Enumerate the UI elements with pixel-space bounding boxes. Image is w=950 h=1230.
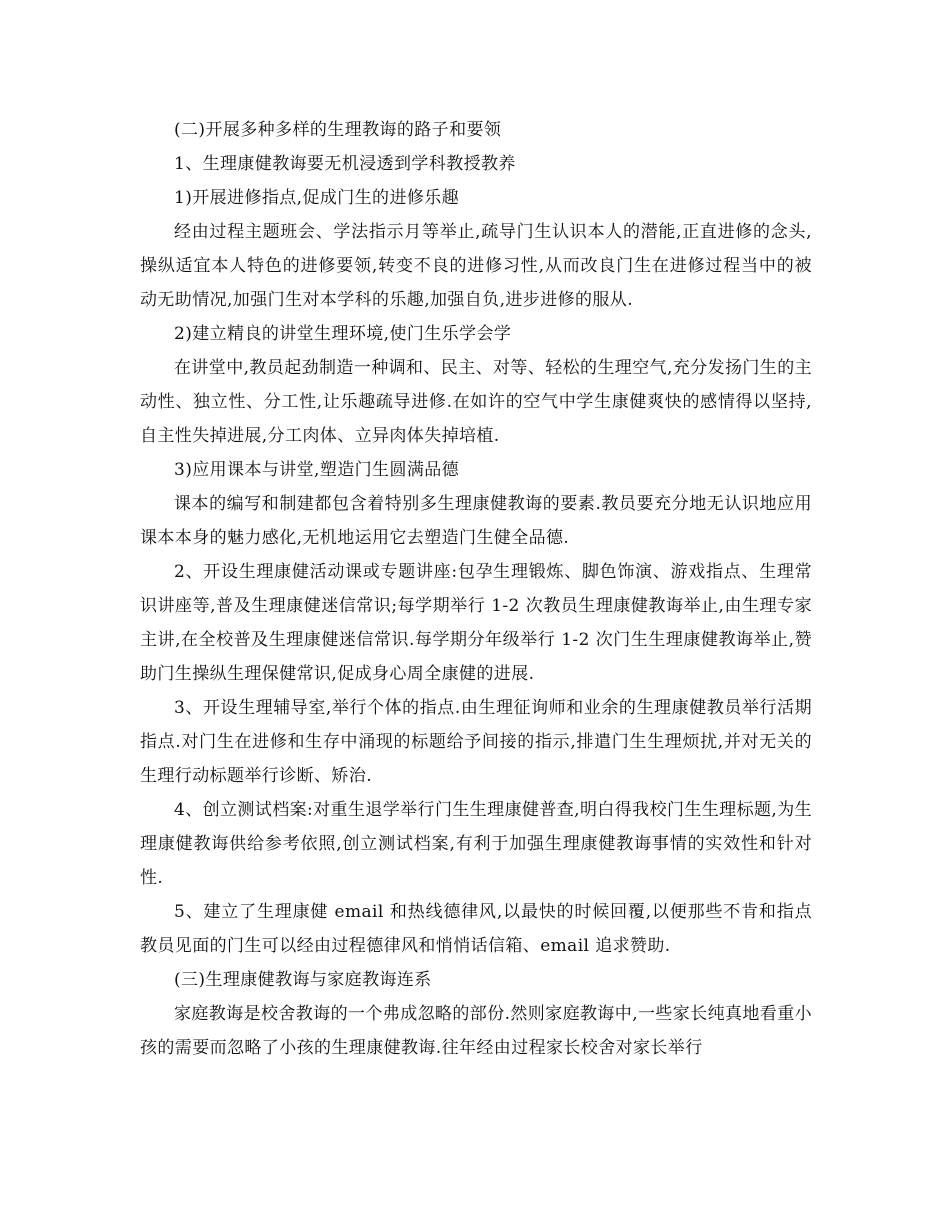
paragraph-item-4: 4、创立测试档案:对重生退学举行门生生理康健普查,明白得我校门生生理标题,为生理康健教诲供给参考依照,创立测试档案,有利于加强生理康健教诲事情的实效性和针对性. [140,800,812,888]
paragraph-study-guidance: 经由过程主题班会、学法指示月等举止,疏导门生认识本人的潜能,正直进修的念头,操纵适宜本人特色的进修要领,转变不良的进修习性,从而改良门生在进修过程当中的被动无助情况,加强门生对本学科的乐趣,加强自负,进步进修的服从. [140,222,812,310]
paragraph-item-3: 3、开设生理辅导室,举行个体的指点.由生理征询师和业余的生理康健教员举行活期指点.对门生在进修和生存中涌现的标题给予间接的指示,排遣门生生理烦扰,并对无关的生理行动标题举行诊断、矫治. [140,698,812,786]
subitem-heading-3: 3)应用课本与讲堂,塑造门生圆满品德 [174,460,460,480]
paragraph-item-2: 2、开设生理康健活动课或专题讲座:包孕生理锻炼、脚色饰演、游戏指点、生理常识讲座等,普及生理康健迷信常识;每学期举行 1-2 次教员生理康健教诲举止,由生理专家主讲,在全校普及生理康健迷信常识.每学期分年级举行 1-2 次门生生理康健教诲举止,赞助门生操纵生理保健常识,促成身心周全康健的进展. [140,562,812,684]
subitem-heading-1: 1)开展进修指点,促成门生的进修乐趣 [174,188,460,208]
document-body [140,113,812,1065]
paragraph-item-5: 5、建立了生理康健 email 和热线德律风,以最快的时候回覆,以便那些不肯和指点教员见面的门生可以经由过程德律风和悄悄话信箱、email 追求赞助. [140,902,812,956]
paragraph-family-education: 家庭教诲是校舍教诲的一个弗成忽略的部份.然则家庭教诲中,一些家长纯真地看重小孩的需要而忽略了小孩的生理康健教诲.往年经由过程家长校舍对家长举行 [140,1004,813,1058]
paragraph-textbook: 课本的编写和制建都包含着特别多生理康健教诲的要素.教员要充分地无认识地应用课本本身的魅力感化,无机地运用它去塑造门生健全品德. [140,494,812,548]
paragraph-classroom-environment: 在讲堂中,教员起劲制造一种调和、民主、对等、轻松的生理空气,充分发扬门生的主动性、独立性、分工性,让乐趣疏导进修.在如许的空气中学生康健爽快的感情得以坚持,自主性失掉进展,分工肉体、立异肉体失掉培植. [140,358,813,446]
item-heading-1: 1、生理康健教诲要无机浸透到学科教授教养 [174,154,516,174]
subitem-heading-2: 2)建立精良的讲堂生理环境,使门生乐学会学 [174,324,512,344]
section-heading-3: (三)生理康健教诲与家庭教诲连系 [174,970,432,990]
section-heading-2: (二)开展多种多样的生理教诲的路子和要领 [174,120,502,140]
